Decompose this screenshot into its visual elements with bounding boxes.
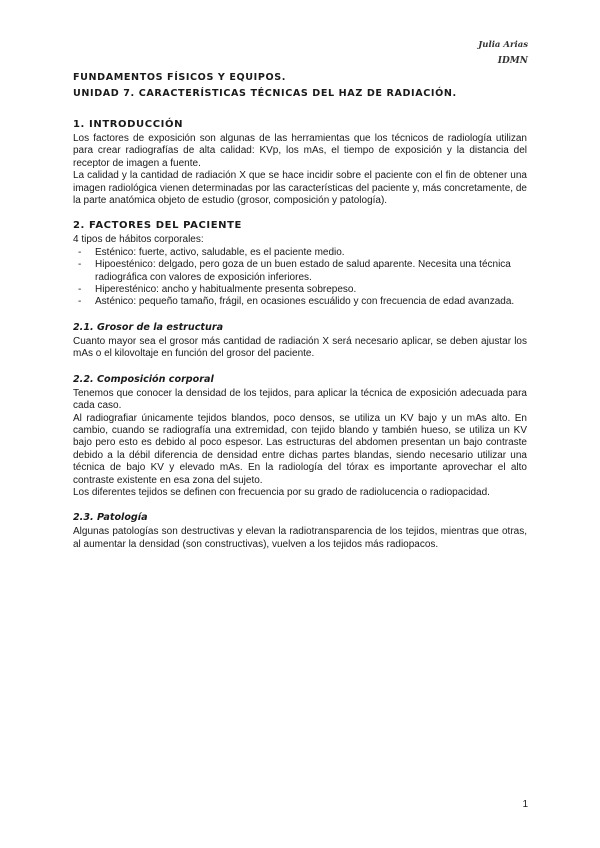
unit-title: UNIDAD 7. CARACTERÍSTICAS TÉCNICAS DEL HAZ DE RADIACIÓN. bbox=[73, 88, 457, 99]
paragraph: Los diferentes tejidos se definen con frecuencia por su grado de radiolucencia o radiopacidad. bbox=[73, 486, 490, 498]
list-item: - Hiperesténico: ancho y habitualmente presenta sobrepeso. bbox=[73, 284, 527, 296]
author-name: Julia Arias bbox=[478, 40, 528, 50]
paragraph: 4 tipos de hábitos corporales: bbox=[73, 234, 204, 246]
body-habits-list bbox=[73, 247, 527, 309]
list-item: - Esténico: fuerte, activo, saludable, es el paciente medio. bbox=[73, 247, 527, 259]
paragraph: La calidad y la cantidad de radiación X que se hace incidir sobre el paciente con el fin de obtener una imagen radiológica vienen determinadas por las características del paciente y, más concretamente, de la parte anatómica objeto de estudio (grosor, composición y patología). bbox=[73, 170, 527, 207]
subsection-heading: 2.2. Composición corporal bbox=[73, 373, 214, 385]
paragraph: Cuanto mayor sea el grosor más cantidad de radiación X será necesario aplicar, se deben ajustar los mAs o el kilovoltaje en función del grosor del paciente. bbox=[73, 335, 527, 360]
section-heading: 1. INTRODUCCIÓN bbox=[73, 119, 184, 130]
section-pathology bbox=[73, 511, 527, 551]
paragraph: Al radiografiar únicamente tejidos blandos, poco densos, se utiliza un KV bajo y un mAs alto. En cambio, cuando se radiografía una extremidad, con tejido blando y también hueso, se utiliza un KV bajo pero esto es debido al poco espesor. Las estructuras del abdomen presentan un bajo contraste debido a la débil diferencia de densidad entre dichas partes blandas, siendo necesario utilizar una técnica de bajo KV y elevado mAs. En la radiología del tórax es importante aprovechar el alto contraste existente en esa zona del sujeto. bbox=[73, 412, 527, 486]
course-title: FUNDAMENTOS FÍSICOS Y EQUIPOS. bbox=[73, 72, 286, 83]
section-composition bbox=[73, 373, 527, 500]
section-heading: 2. FACTORES DEL PACIENTE bbox=[73, 220, 242, 232]
list-item: - Hipoesténico: delgado, pero goza de un buen estado de salud aparente. Necesita una técnica radiográfica con valores de exposición inferiores. bbox=[73, 259, 527, 284]
paragraph: Los factores de exposición son algunas de las herramientas que los técnicos de radiología utilizan para crear radiografías de alta calidad: KVp, los mAs, el tiempo de exposición y la distancia del receptor de imagen a fuente. bbox=[73, 133, 527, 169]
section-patient-factors bbox=[73, 219, 527, 308]
organization-name: IDMN bbox=[497, 56, 528, 66]
page-number: 1 bbox=[522, 799, 528, 810]
section-thickness bbox=[73, 321, 527, 361]
paragraph: Tenemos que conocer la densidad de los tejidos, para aplicar la técnica de exposición adecuada para cada caso. bbox=[73, 387, 527, 412]
subsection-heading: 2.3. Patología bbox=[73, 512, 148, 524]
subsection-heading: 2.1. Grosor de la estructura bbox=[73, 321, 224, 333]
section-introduction bbox=[73, 118, 527, 207]
list-item: - Asténico: pequeño tamaño, frágil, en ocasiones escuálido y con frecuencia de edad avanzada. bbox=[73, 296, 527, 308]
paragraph: Algunas patologías son destructivas y elevan la radiotransparencia de los tejidos, mientras que otras, al aumentar la densidad (son constructivas), vuelven a los tejidos más radiopacos. bbox=[73, 526, 527, 550]
document-body bbox=[73, 70, 527, 551]
